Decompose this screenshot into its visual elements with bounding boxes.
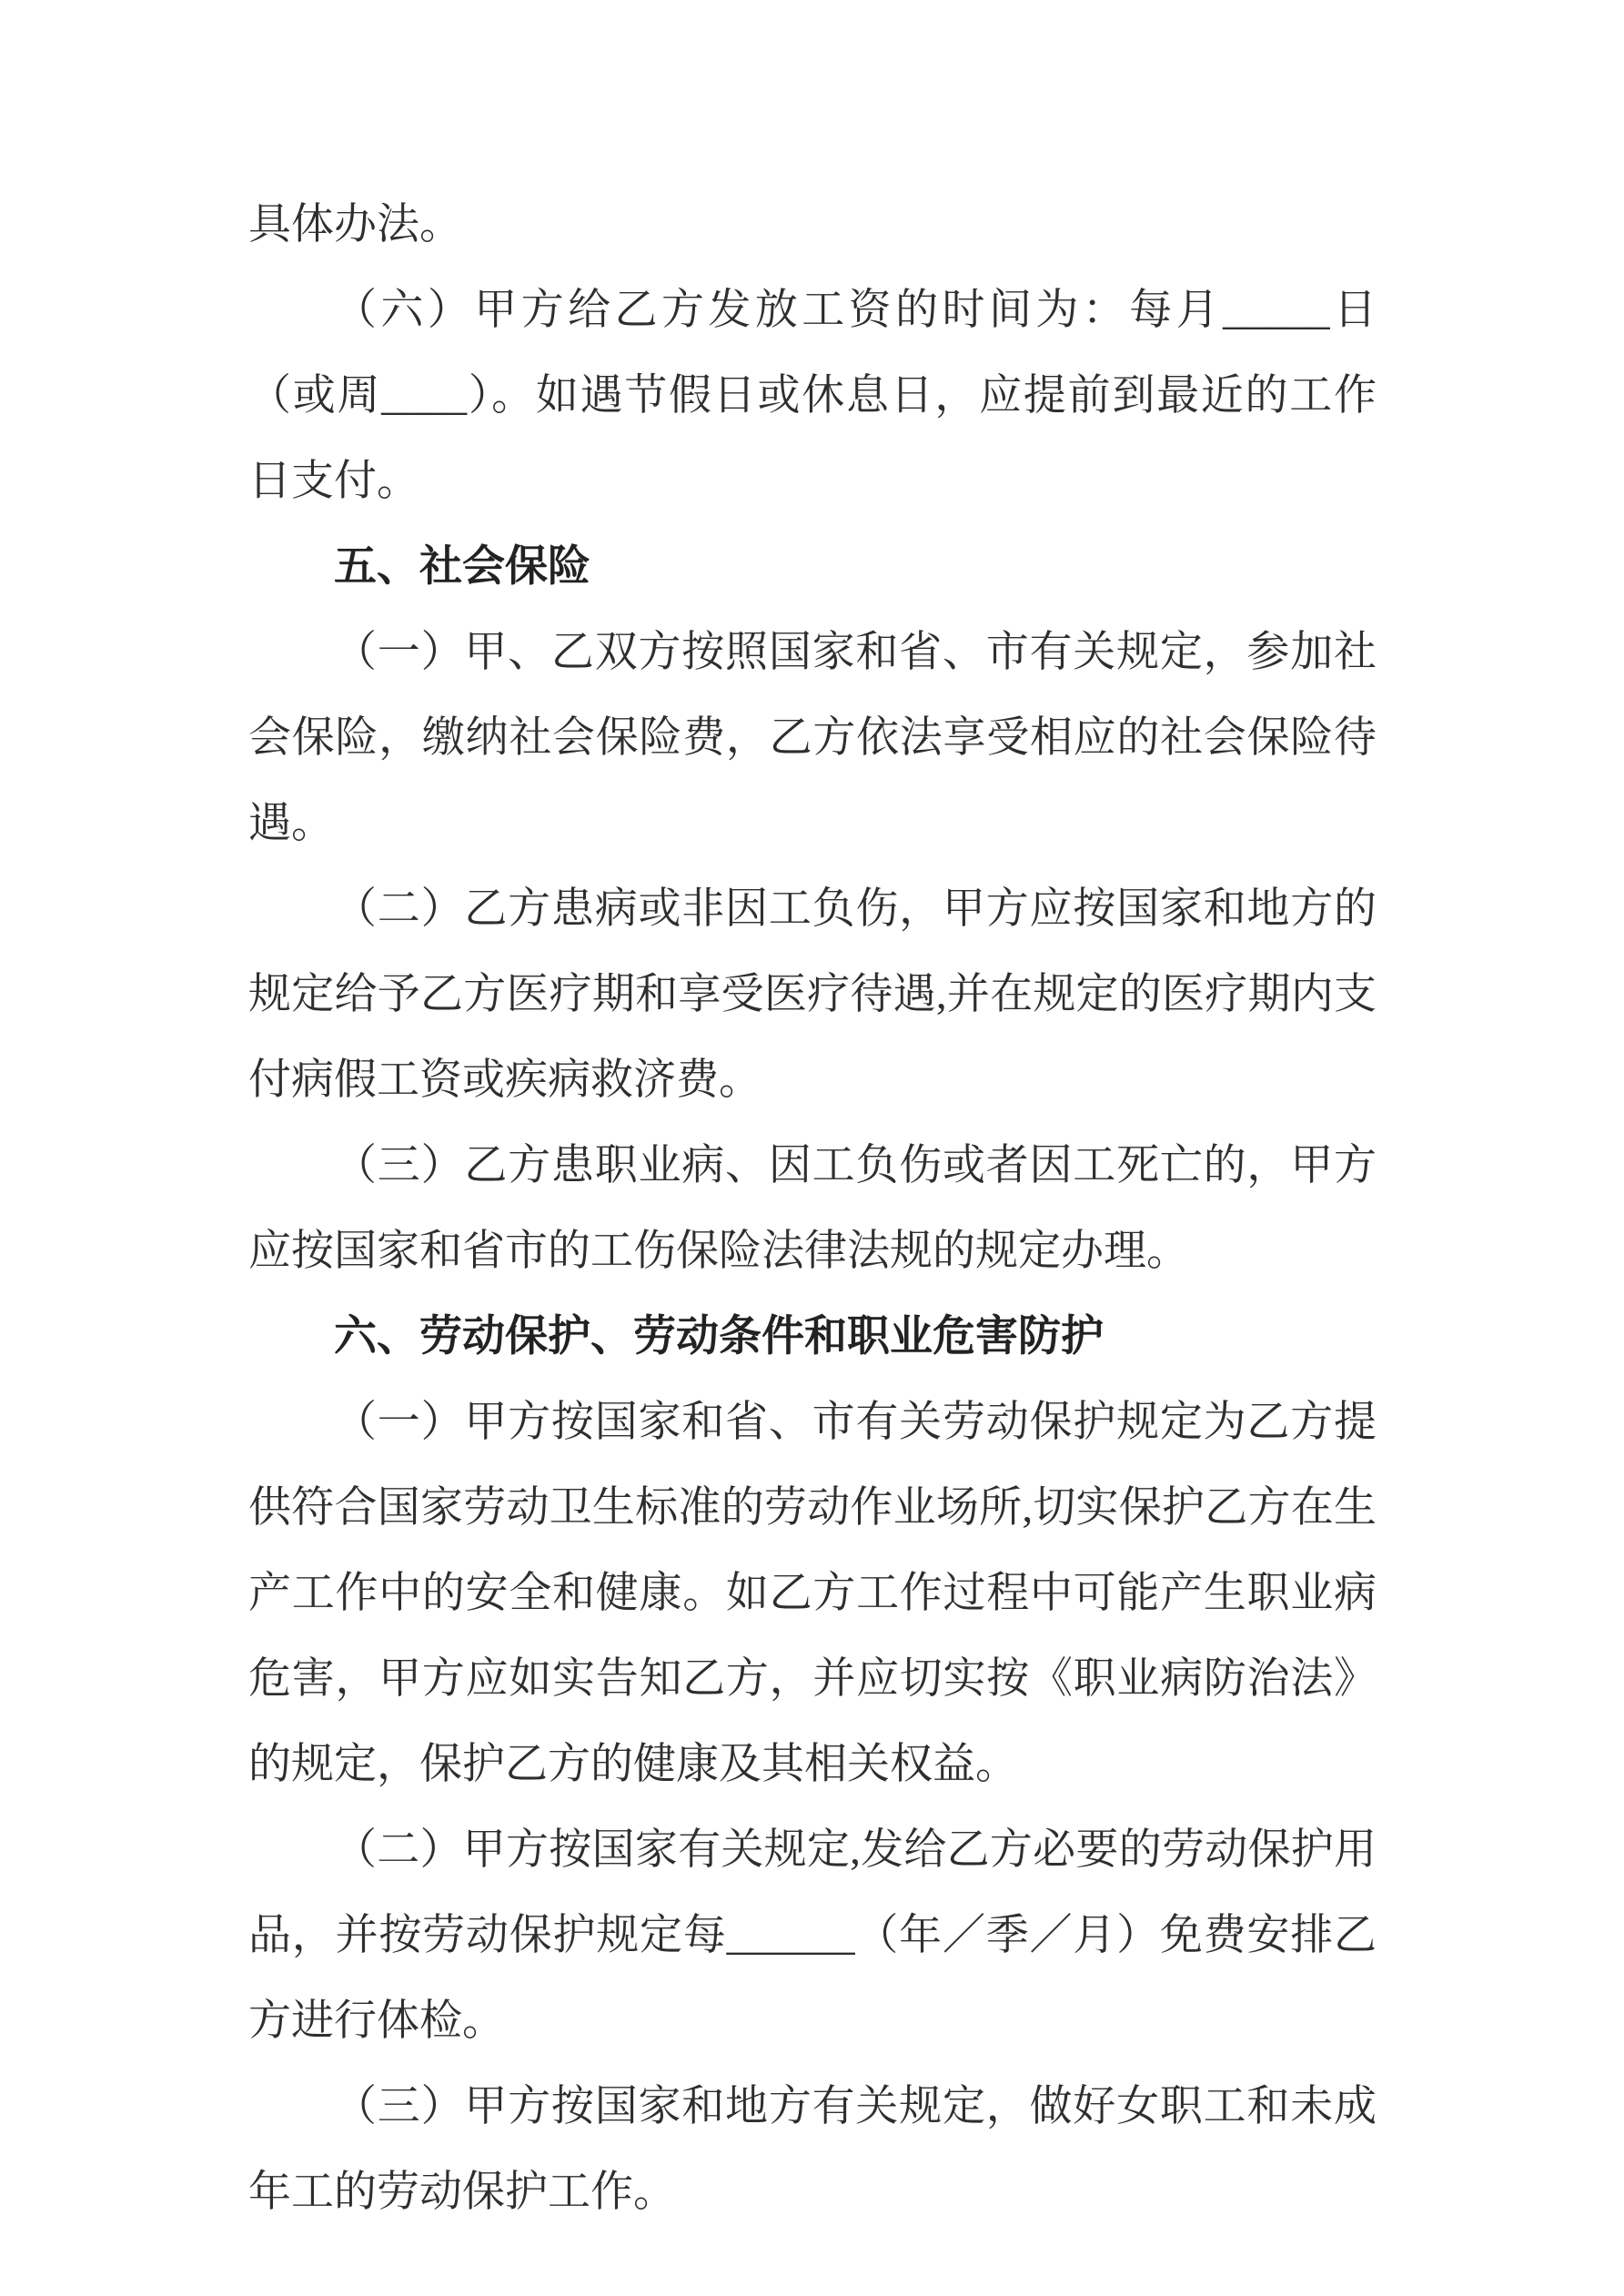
paragraph: （二）甲方按国家有关规定,发给乙方必要的劳动保护用品，并按劳动保护规定每______（年／季／月）免费安排乙方进行体检。 bbox=[248, 1826, 1377, 2045]
paragraph: 具体办法。 bbox=[248, 201, 462, 248]
paragraph: （一）甲方按国家和省、市有关劳动保护规定为乙方提供符合国家劳动卫生标准的劳动作业场所,切实保护乙方在生产工作中的安全和健康。如乙方工作过程中可能产生职业病危害，甲方应如实告知乙方，并应切实按《职业病防治法》的规定，保护乙方的健康及其相关权益。 bbox=[248, 1399, 1377, 1788]
section-heading: 五、社会保险 bbox=[334, 543, 590, 591]
paragraph: （一）甲、乙双方按照国家和省、市有关规定，参加社会保险，缴纳社会保险费，乙方依法享受相应的社会保险待遇。 bbox=[248, 629, 1377, 847]
paragraph: （二）乙方患病或非因工负伤，甲方应按国家和地方的规定给予乙方医疗期和享受医疗待遇,并在规定的医疗期内支付病假工资或疾病救济费。 bbox=[248, 885, 1377, 1104]
paragraph: （三）乙方患职业病、因工负伤或者因工死亡的，甲方应按国家和省市的工伤保险法律法规的规定办理。 bbox=[248, 1142, 1377, 1275]
document-body bbox=[248, 182, 1377, 2235]
section-heading: 六、劳动保护、劳动条件和职业危害防护 bbox=[334, 1313, 1104, 1360]
paragraph: （三）甲方按国家和地方有关规定，做好女职工和未成年工的劳动保护工作。 bbox=[248, 2083, 1377, 2216]
paragraph: （六）甲方给乙方发放工资的时间为：每月_____日（或周____）。如遇节假日或休息日，应提前到最近的工作日支付。 bbox=[248, 287, 1377, 505]
